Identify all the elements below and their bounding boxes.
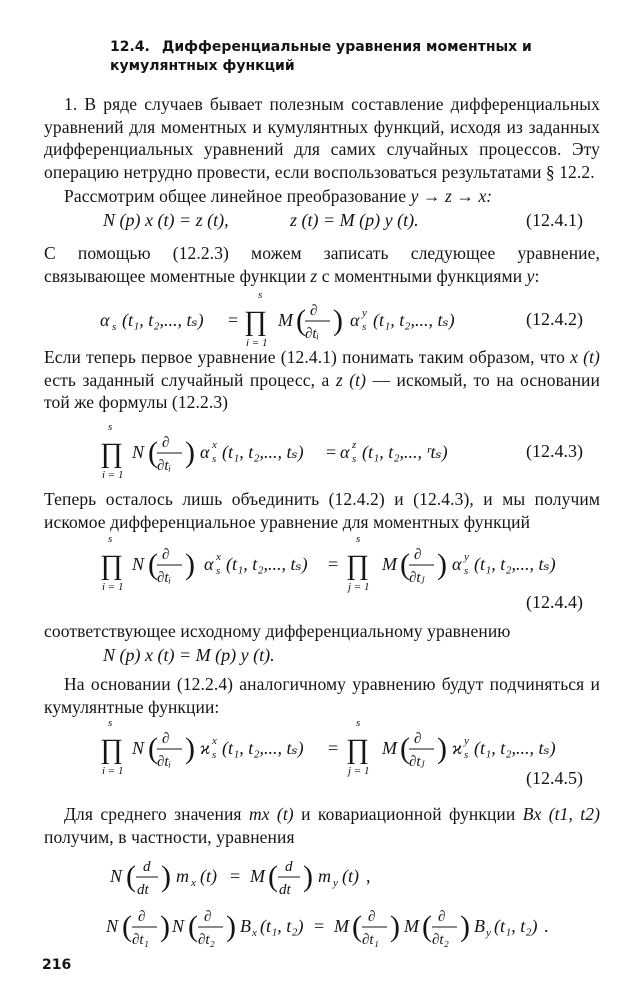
alpha-y-sup: y <box>362 307 367 319</box>
B-x-sub: x <box>252 927 257 939</box>
svg-text:(: ( <box>296 304 306 337</box>
product-symbol: ∏ <box>244 306 268 337</box>
eq-original: N (p) x (t) = M (p) y (t). <box>103 645 275 665</box>
svg-text:): ) <box>226 910 236 943</box>
prod-upper: s <box>108 717 113 729</box>
svg-text:): ) <box>390 910 400 943</box>
alpha-y-sub: s <box>362 321 367 333</box>
prod-lower: i = 1 <box>102 765 124 777</box>
eq-number-12-4-1: (12.4.1) <box>526 210 583 230</box>
kappa-y-sup: y <box>464 735 469 747</box>
paragraph-moment-link <box>44 242 600 287</box>
alpha-x-sup: x <box>212 439 217 451</box>
eq-12-4-2 <box>100 288 520 350</box>
operator-M: M <box>334 916 349 936</box>
partial-num: ∂ <box>162 435 170 451</box>
paragraph-transform-text: Рассмотрим общее линейное преобразование <box>64 186 407 206</box>
svg-text:(: ( <box>400 548 410 581</box>
kappa-y-sub: s <box>464 749 469 761</box>
operator-N: N <box>110 866 123 886</box>
prod2-upper: s <box>356 717 361 729</box>
svg-text:(: ( <box>400 732 410 765</box>
paragraph-first-eq <box>44 346 600 414</box>
prod-lower: i = 1 <box>102 469 124 481</box>
m-x: m <box>176 866 189 886</box>
p4-x-t: x (t) <box>570 347 600 367</box>
partial-den: ∂t₁ <box>132 932 149 948</box>
p3-var-y: y <box>526 265 535 286</box>
B-y-sub: y <box>486 927 491 939</box>
prod2-upper: s <box>356 533 361 545</box>
prod2-lower: j = 1 <box>348 765 370 777</box>
operator-M: M <box>250 866 265 886</box>
svg-text:(: ( <box>352 910 362 943</box>
eq-number-12-4-4: (12.4.4) <box>526 592 583 612</box>
svg-text:.: . <box>544 916 549 936</box>
p4-c: — искомый, то на основании той же формулы (12.2.3) <box>44 369 600 412</box>
eq-number-12-4-5: (12.4.5) <box>526 768 583 788</box>
d-num-2: d <box>285 859 293 875</box>
eq-12-4-1-right: z (t) = M (p) y (t). <box>290 210 419 230</box>
partial-num: ∂ <box>138 909 146 925</box>
m-x-arg: (t) <box>200 866 217 886</box>
alpha-z: α <box>340 442 350 462</box>
alpha-y-sub: s <box>464 565 469 577</box>
p8-bx: Bx (t1, t2) <box>522 804 601 824</box>
paragraph-mean <box>44 803 600 848</box>
alpha-z-sub: s <box>352 453 357 465</box>
svg-text:(: ( <box>188 910 198 943</box>
alpha-z-sup: z <box>352 439 357 451</box>
product-symbol: ∏ <box>100 550 124 581</box>
alpha-y: α <box>350 310 360 330</box>
m-y-sub: y <box>333 877 338 889</box>
kappa-y-args: (t₁, t₂,..., tₛ) <box>474 738 556 758</box>
alpha-y-args: (t₁, t₂,..., tₛ) <box>373 310 455 330</box>
B-x: B <box>240 916 251 936</box>
paragraph-intro: 1. В ряде случаев бывает полезным составление дифференциальных уравнений для моментных и кумулянтных функций, исходя из заданных дифференциальных уравнений для самих случайных процессов. Эту операцию нетрудно провести, если воспользоваться результатами § 12.2. <box>44 94 600 182</box>
p8-mx: mx (t) <box>248 804 294 824</box>
alpha-z-args: (t₁, t₂,..., ʳtₛ) <box>362 442 448 462</box>
svg-text:): ) <box>460 910 470 943</box>
alpha-y: α <box>452 554 462 574</box>
alpha-args: (t₁, t₂,..., tₛ) <box>122 310 204 330</box>
eq-sign: = <box>314 916 325 936</box>
eq-mean <box>110 852 510 902</box>
alpha-x-args: (t₁, t₂,..., tₛ) <box>226 554 308 574</box>
operator-N-2: N <box>172 916 185 936</box>
section-number: 12.4. <box>110 39 150 55</box>
page-number: 216 <box>42 957 72 973</box>
kappa-x-args: (t₁, t₂,..., tₛ) <box>222 738 304 758</box>
p8-c: получим, в частности, уравнения <box>44 826 295 847</box>
svg-text:): ) <box>161 860 171 893</box>
p8-b: и ковариационной функции <box>301 804 516 824</box>
paragraph-corresponding: соответствующее исходному дифференциальному уравнению <box>44 621 511 641</box>
p4-z-t: z (t) <box>335 369 367 390</box>
operator-N: N <box>132 442 145 462</box>
prod-upper: s <box>108 421 113 433</box>
partial-num: ∂ <box>310 303 318 319</box>
partial-den-2: ∂tⱼ <box>409 570 425 586</box>
m-y-arg: (t) <box>342 866 359 886</box>
alpha-x-sub: s <box>212 453 217 465</box>
paragraph-cumulant: На основании (12.2.4) аналогичному уравнению будут подчиняться и кумулянтные функции: <box>44 674 600 717</box>
eq-number-12-4-2: (12.4.2) <box>526 309 583 329</box>
product-symbol-2: ∏ <box>346 734 370 765</box>
d-den-2: dt <box>279 882 291 898</box>
eq-sign: = <box>230 866 241 886</box>
operator-N: N <box>106 916 119 936</box>
eq-covariance <box>106 902 606 952</box>
partial-den-4: ∂t₂ <box>432 932 449 948</box>
eq-sign: = <box>328 738 339 758</box>
p8-a: Для среднего значения <box>64 804 242 824</box>
m-x-sub: x <box>191 877 196 889</box>
svg-text:(: ( <box>422 910 432 943</box>
alpha-x-sup: x <box>216 551 221 563</box>
p3-b: с моментными функциями <box>321 265 523 286</box>
eq-number-12-4-3: (12.4.3) <box>526 441 583 461</box>
partial-den-3: ∂t₁ <box>362 932 379 948</box>
prod2-lower: j = 1 <box>348 581 370 593</box>
svg-text:(: ( <box>148 732 158 765</box>
svg-text:): ) <box>185 436 195 469</box>
svg-text:(: ( <box>268 860 278 893</box>
partial-den: ∂tᵢ <box>157 570 171 586</box>
p4-a: Если теперь первое уравнение (12.4.1) понимать таким образом, что <box>44 347 566 367</box>
B-x-args: (t₁, t₂) <box>260 916 304 936</box>
partial-den-2: ∂t₂ <box>198 932 215 948</box>
section-title: Дифференциальные уравнения моментных и кумулянтных функций <box>110 39 532 74</box>
svg-text:,: , <box>366 866 371 886</box>
partial-num: ∂ <box>162 731 170 747</box>
alpha-x-sub: s <box>216 565 221 577</box>
p3-var-z: z <box>310 265 318 286</box>
product-symbol: ∏ <box>100 438 124 469</box>
svg-text:(: ( <box>148 548 158 581</box>
partial-num-2: ∂ <box>414 731 422 747</box>
p3-c: : <box>534 265 540 286</box>
svg-text:): ) <box>303 860 313 893</box>
partial-num-4: ∂ <box>438 909 446 925</box>
prod-lower: i = 1 <box>246 337 268 349</box>
section-heading <box>110 38 580 76</box>
partial-den-2: ∂tⱼ <box>409 754 425 770</box>
kappa-y: ϰ <box>452 738 463 758</box>
svg-text:): ) <box>160 910 170 943</box>
operator-M-2: M <box>404 916 419 936</box>
eq-12-4-5 <box>100 716 600 778</box>
eq-12-4-4 <box>100 532 600 594</box>
partial-num-3: ∂ <box>368 909 376 925</box>
partial-num-2: ∂ <box>204 909 212 925</box>
kappa-x-sup: x <box>212 735 217 747</box>
prod-upper: s <box>258 289 263 301</box>
operator-N: N <box>132 554 145 574</box>
partial-num: ∂ <box>162 547 170 563</box>
m-y: m <box>318 866 331 886</box>
product-symbol-2: ∏ <box>346 550 370 581</box>
paragraph-transform <box>44 185 600 208</box>
prod-upper: s <box>108 533 113 545</box>
svg-text:): ) <box>437 732 447 765</box>
partial-den: ∂tᵢ <box>305 326 319 342</box>
alpha-y-args: (t₁, t₂,..., tₛ) <box>474 554 556 574</box>
transform-chain: y → z → x: <box>410 186 493 206</box>
svg-text:): ) <box>185 732 195 765</box>
alpha-x: α <box>200 442 210 462</box>
kappa-x-sub: s <box>212 749 217 761</box>
kappa-x: ϰ <box>200 738 211 758</box>
d-num: d <box>143 859 151 875</box>
alpha-y-sup: y <box>464 551 469 563</box>
operator-M: M <box>382 554 397 574</box>
svg-text:): ) <box>185 548 195 581</box>
partial-den: ∂tᵢ <box>157 458 171 474</box>
p4-b: есть заданный случайный процесс, а <box>44 369 330 390</box>
svg-text:(: ( <box>126 860 136 893</box>
p3-a: С помощью (12.2.3) можем записать следующее уравнение, связывающее моментные функции <box>44 243 600 286</box>
prod-lower: i = 1 <box>102 581 124 593</box>
svg-text:(: ( <box>148 436 158 469</box>
operator-M: M <box>382 738 397 758</box>
eq-sign: = <box>328 554 339 574</box>
operator-M: M <box>278 310 293 330</box>
alpha-x: α <box>204 554 214 574</box>
eq-12-4-1-left: N (p) x (t) = z (t), <box>103 210 229 230</box>
alpha-x-args: (t₁, t₂,..., tₛ) <box>222 442 304 462</box>
B-y-args: (t₁, t₂) <box>494 916 538 936</box>
eq-sign: = <box>228 310 239 330</box>
svg-text:(: ( <box>122 910 132 943</box>
B-y: B <box>474 916 485 936</box>
eq-12-4-3 <box>100 420 520 482</box>
alpha-symbol: α <box>100 310 110 330</box>
partial-den: ∂tᵢ <box>157 754 171 770</box>
eq-sign: = <box>326 442 337 462</box>
alpha-sub: s <box>112 321 117 333</box>
operator-N: N <box>132 738 145 758</box>
d-den: dt <box>137 882 149 898</box>
svg-text:): ) <box>333 304 343 337</box>
partial-num-2: ∂ <box>414 547 422 563</box>
product-symbol: ∏ <box>100 734 124 765</box>
paragraph-combine: Теперь осталось лишь объединить (12.4.2) и (12.4.3), и мы получим искомое дифференциальное уравнение для моментных функций <box>44 489 600 532</box>
svg-text:): ) <box>437 548 447 581</box>
